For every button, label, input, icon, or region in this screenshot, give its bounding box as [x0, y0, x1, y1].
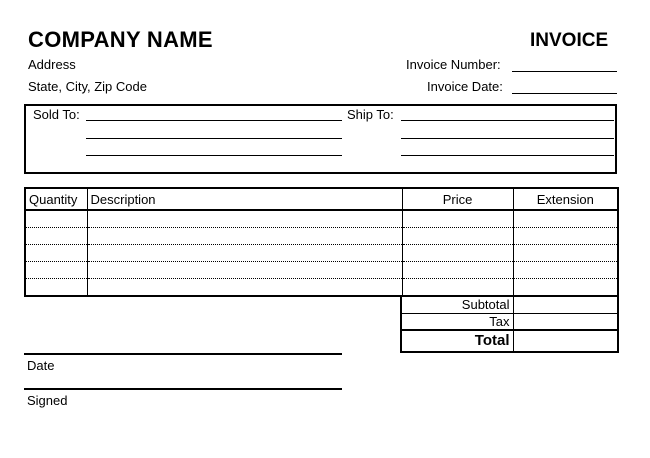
extension-cell[interactable] [513, 262, 618, 279]
table-row [25, 228, 618, 245]
subtotal-row [401, 297, 618, 313]
sold-to-label: Sold To: [33, 107, 80, 122]
quantity-cell[interactable] [25, 262, 87, 279]
ship-to-line-3[interactable] [401, 155, 614, 156]
company-name: COMPANY NAME [28, 27, 213, 52]
price-cell[interactable] [402, 228, 513, 245]
company-city-line: State, City, Zip Code [28, 79, 147, 94]
price-cell[interactable] [402, 210, 513, 228]
description-cell[interactable] [87, 228, 402, 245]
extension-cell[interactable] [513, 279, 618, 297]
total-row [401, 330, 618, 352]
invoice-number-label: Invoice Number: [406, 57, 501, 72]
tax-row [401, 313, 618, 330]
column-header-price: Price [402, 188, 513, 210]
items-table [24, 187, 619, 297]
table-row [25, 262, 618, 279]
description-cell[interactable] [87, 210, 402, 228]
extension-cell[interactable] [513, 228, 618, 245]
price-cell[interactable] [402, 262, 513, 279]
column-header-description: Description [87, 188, 402, 210]
date-label: Date [27, 358, 55, 373]
tax-value[interactable] [513, 313, 618, 330]
invoice-date-label: Invoice Date: [427, 79, 503, 94]
extension-cell[interactable] [513, 245, 618, 262]
price-cell[interactable] [402, 279, 513, 297]
invoice-number-field[interactable] [512, 71, 617, 72]
total-label: Total [401, 330, 513, 352]
totals-table [400, 297, 619, 353]
description-cell[interactable] [87, 279, 402, 297]
ship-to-label: Ship To: [347, 107, 394, 122]
subtotal-value[interactable] [513, 297, 618, 313]
extension-cell[interactable] [513, 210, 618, 228]
date-line[interactable] [24, 353, 342, 355]
table-row [25, 279, 618, 297]
price-cell[interactable] [402, 245, 513, 262]
table-row [25, 210, 618, 228]
column-header-quantity: Quantity [25, 188, 87, 210]
tax-label: Tax [401, 313, 513, 330]
signature-line[interactable] [24, 388, 342, 390]
column-header-extension: Extension [513, 188, 618, 210]
signed-label: Signed [27, 393, 68, 408]
quantity-cell[interactable] [25, 279, 87, 297]
sold-to-line-2[interactable] [86, 138, 342, 139]
company-address: Address [28, 57, 76, 72]
subtotal-label: Subtotal [401, 297, 513, 313]
ship-to-line-1[interactable] [401, 120, 614, 121]
invoice-date-field[interactable] [512, 93, 617, 94]
sold-to-line-3[interactable] [86, 155, 342, 156]
address-box [24, 104, 617, 174]
sold-to-line-1[interactable] [86, 120, 342, 121]
quantity-cell[interactable] [25, 245, 87, 262]
items-header-row [25, 188, 618, 210]
quantity-cell[interactable] [25, 210, 87, 228]
description-cell[interactable] [87, 245, 402, 262]
total-value[interactable] [513, 330, 618, 352]
ship-to-line-2[interactable] [401, 138, 614, 139]
invoice-title: INVOICE [530, 30, 609, 51]
quantity-cell[interactable] [25, 228, 87, 245]
description-cell[interactable] [87, 262, 402, 279]
table-row [25, 245, 618, 262]
